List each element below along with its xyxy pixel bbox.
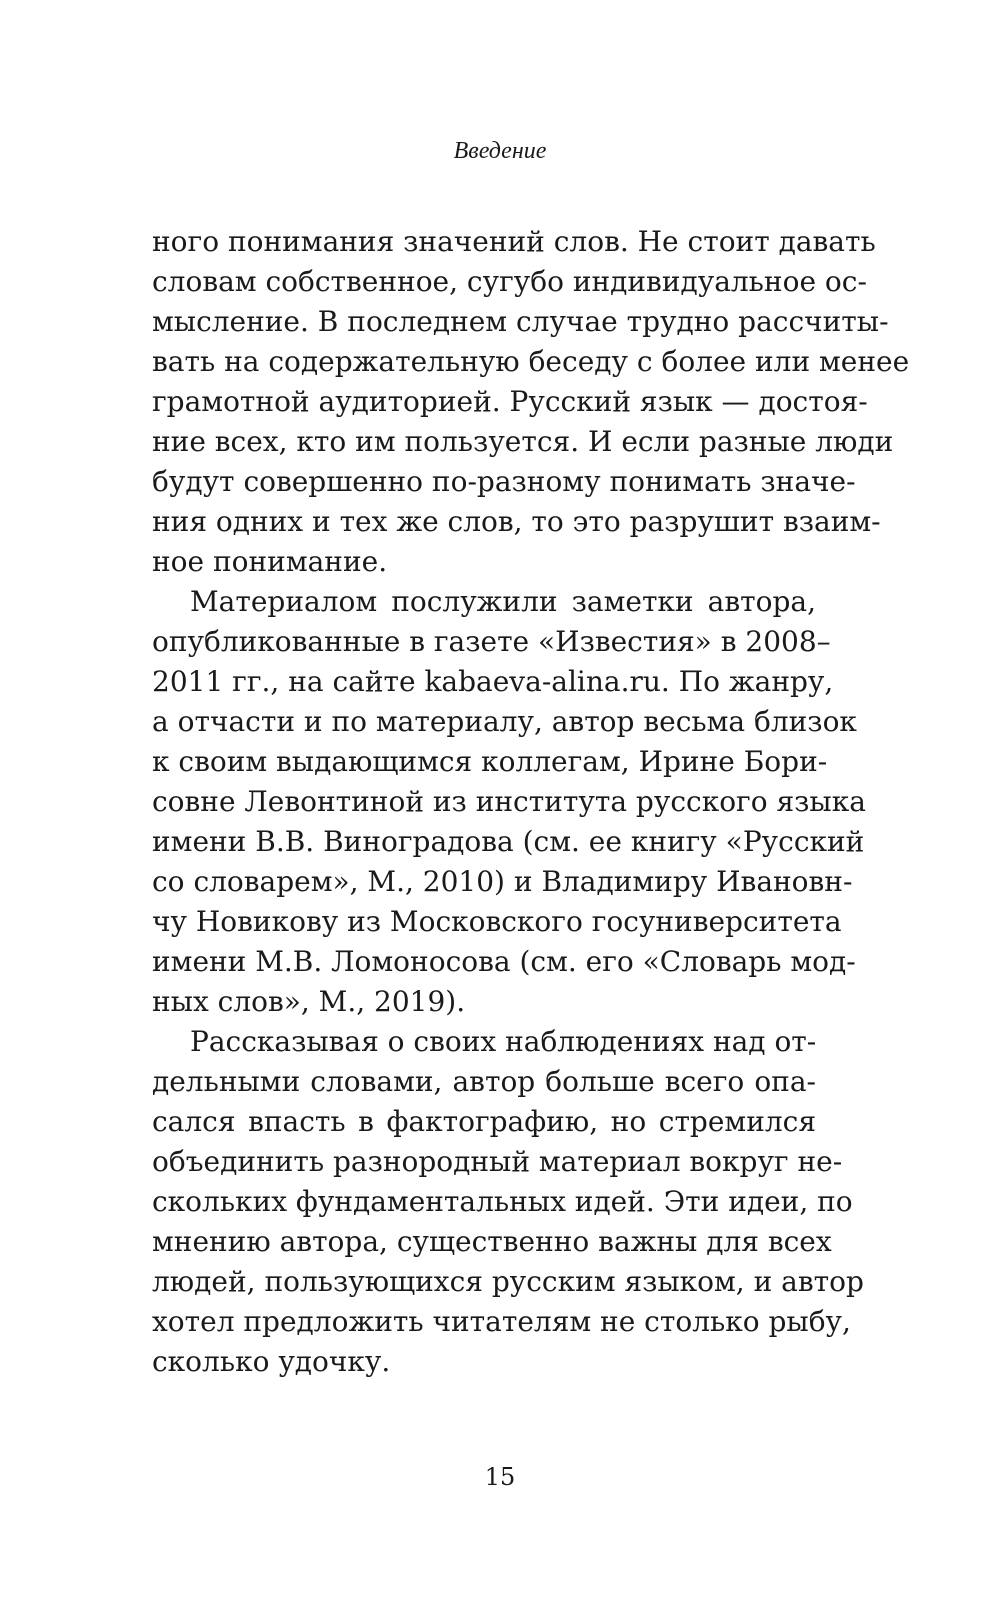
text-line: Материалом послужили заметки автора, bbox=[190, 585, 816, 618]
paragraph bbox=[152, 582, 866, 1022]
text-line: сался впасть в фактографию, но стремился bbox=[152, 1105, 816, 1138]
running-head: Введение bbox=[453, 138, 547, 164]
text-line: имени В.В. Виноградова (см. ее книгу «Русский bbox=[152, 825, 865, 858]
text-line: будут совершенно по-разному понимать значе- bbox=[152, 465, 856, 498]
text-line: к своим выдающимся коллегам, Ирине Бори- bbox=[152, 745, 828, 778]
text-line: 2011 гг., на сайте kabaeva-alina.ru. По жанру, bbox=[152, 665, 834, 698]
body-text bbox=[152, 222, 910, 1382]
text-line: совне Левонтиной из института русского языка bbox=[152, 785, 866, 818]
text-line: людей, пользующихся русским языком, и автор bbox=[152, 1265, 864, 1298]
text-line: объединить разнородный материал вокруг не- bbox=[152, 1145, 843, 1178]
text-line: грамотной аудиторией. Русский язык — достоя- bbox=[152, 385, 868, 418]
text-line: имени М.В. Ломоносова (см. его «Словарь мод- bbox=[152, 945, 856, 978]
text-line: ных слов», М., 2019). bbox=[152, 985, 466, 1018]
paragraph bbox=[152, 1022, 864, 1382]
text-line: чу Новикову из Московского госуниверситета bbox=[152, 905, 842, 938]
text-line: ния одних и тех же слов, то это разрушит взаим- bbox=[152, 505, 881, 538]
text-line: опубликованные в газете «Известия» в 2008– bbox=[152, 625, 831, 658]
text-line: дельными словами, автор больше всего опа- bbox=[152, 1065, 816, 1098]
text-line: мнению автора, существенно важны для всех bbox=[152, 1225, 832, 1258]
text-line: сколько удочку. bbox=[152, 1345, 391, 1378]
text-line: мысление. В последнем случае трудно рассчиты- bbox=[152, 305, 889, 338]
paragraph bbox=[152, 222, 910, 582]
text-line: скольких фундаментальных идей. Эти идеи, по bbox=[152, 1185, 853, 1218]
text-line: хотел предложить читателям не столько рыбу, bbox=[152, 1305, 851, 1338]
text-line: со словарем», М., 2010) и Владимиру Ивановн- bbox=[152, 865, 853, 898]
text-line: ного понимания значений слов. Не стоит давать bbox=[152, 225, 876, 258]
text-line: ное понимание. bbox=[152, 545, 388, 578]
text-line: словам собственное, сугубо индивидуальное ос- bbox=[152, 265, 867, 298]
text-line: Рассказывая о своих наблюдениях над от- bbox=[190, 1025, 817, 1058]
text-line: ние всех, кто им пользуется. И если разные люди bbox=[152, 425, 894, 458]
text-line: а отчасти и по материалу, автор весьма близок bbox=[152, 705, 857, 738]
page-number: 15 bbox=[484, 1463, 516, 1491]
text-line: вать на содержательную беседу с более или менее bbox=[152, 345, 910, 378]
